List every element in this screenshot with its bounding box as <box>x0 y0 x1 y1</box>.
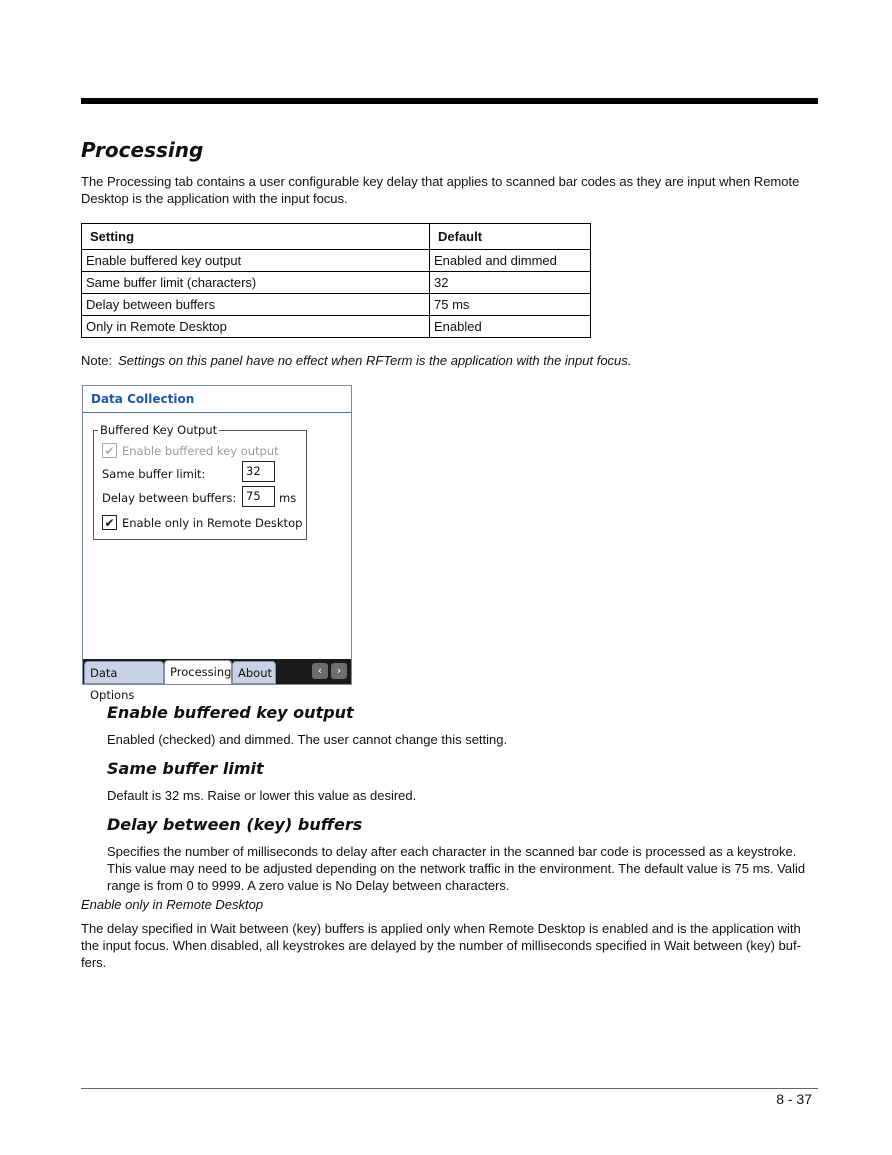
table-row <box>82 316 591 338</box>
group-label: Buffered Key Output <box>100 423 218 437</box>
table-cell: Only in Remote Desktop <box>82 316 430 338</box>
same-buffer-input[interactable]: 32 <box>242 461 275 482</box>
enable-buffered-checkbox[interactable]: ✔ <box>102 443 117 458</box>
same-buffer-label: Same buffer limit: <box>102 467 206 481</box>
tab-data-options[interactable]: Data Options <box>84 661 164 684</box>
remote-only-row <box>102 515 302 530</box>
enable-buffered-label: Enable buffered key output <box>122 443 279 458</box>
section-body-same-buffer: Default is 32 ms. Raise or lower this value as desired. <box>107 788 417 803</box>
bottom-rule <box>81 1088 818 1089</box>
delay-row <box>102 491 236 505</box>
table-header-row <box>82 224 591 250</box>
page-number: 8 - 37 <box>776 1091 812 1107</box>
table-cell: Enabled and dimmed <box>430 250 591 272</box>
section-heading-enable-buffered: Enable buffered key output <box>107 703 354 722</box>
table-cell: Same buffer limit (characters) <box>82 272 430 294</box>
device-screenshot <box>82 385 352 702</box>
delay-input[interactable]: 75 <box>242 486 275 507</box>
note <box>81 353 631 368</box>
table-cell: 32 <box>430 272 591 294</box>
delay-unit: ms <box>279 491 297 505</box>
remote-only-body: The delay specified in Wait between (key) buffers is applied only when Remote Desktop is enabled and is the application with the input focus. When disabled, all keystrokes are delayed by the number of milliseconds specified in Wait between (key) buf-fers. <box>81 921 801 970</box>
tab-about[interactable]: About <box>232 661 276 684</box>
table-row <box>82 250 591 272</box>
note-text: Settings on this panel have no effect when RFTerm is the application with the input focus. <box>118 353 632 368</box>
device-title: Data Collection <box>83 386 351 413</box>
intro-paragraph: The Processing tab contains a user configurable key delay that applies to scanned bar codes as they are input when Remote Desktop is the application with the input focus. <box>81 174 800 206</box>
tab-bar <box>83 659 351 702</box>
tab-processing[interactable]: Processing <box>164 660 232 684</box>
enable-buffered-row <box>102 443 279 458</box>
section-title: Processing <box>81 138 204 162</box>
top-rule <box>81 98 818 104</box>
table-header-default: Default <box>430 224 591 250</box>
table-cell: 75 ms <box>430 294 591 316</box>
nav-next-icon[interactable]: › <box>331 663 347 679</box>
delay-label: Delay between buffers: <box>102 491 237 505</box>
same-buffer-row <box>102 467 205 481</box>
remote-only-label: Enable only in Remote Desktop <box>122 515 303 530</box>
remote-only-checkbox[interactable]: ✔ <box>102 515 117 530</box>
remote-only-heading: Enable only in Remote Desktop <box>81 897 264 912</box>
section-heading-delay: Delay between (key) buffers <box>107 815 363 834</box>
section-heading-same-buffer: Same buffer limit <box>107 759 264 778</box>
table-cell: Enable buffered key output <box>82 250 430 272</box>
table-row <box>82 272 591 294</box>
table-cell: Delay between buffers <box>82 294 430 316</box>
section-body-enable-buffered: Enabled (checked) and dimmed. The user cannot change this setting. <box>107 732 508 747</box>
note-lead: Note: <box>81 353 113 368</box>
nav-prev-icon[interactable]: ‹ <box>312 663 328 679</box>
table-cell: Enabled <box>430 316 591 338</box>
section-body-delay: Specifies the number of milliseconds to delay after each character in the scanned bar code is processed as a keystroke. This value may need to be adjusted depending on the network traffic in the environment. The default value is 75 ms. Valid range is from 0 to 9999. A zero value is No Delay between characters. <box>107 844 806 893</box>
table-header-setting: Setting <box>82 224 430 250</box>
table-row <box>82 294 591 316</box>
settings-table <box>81 223 591 338</box>
buffered-key-output-group <box>93 423 307 540</box>
